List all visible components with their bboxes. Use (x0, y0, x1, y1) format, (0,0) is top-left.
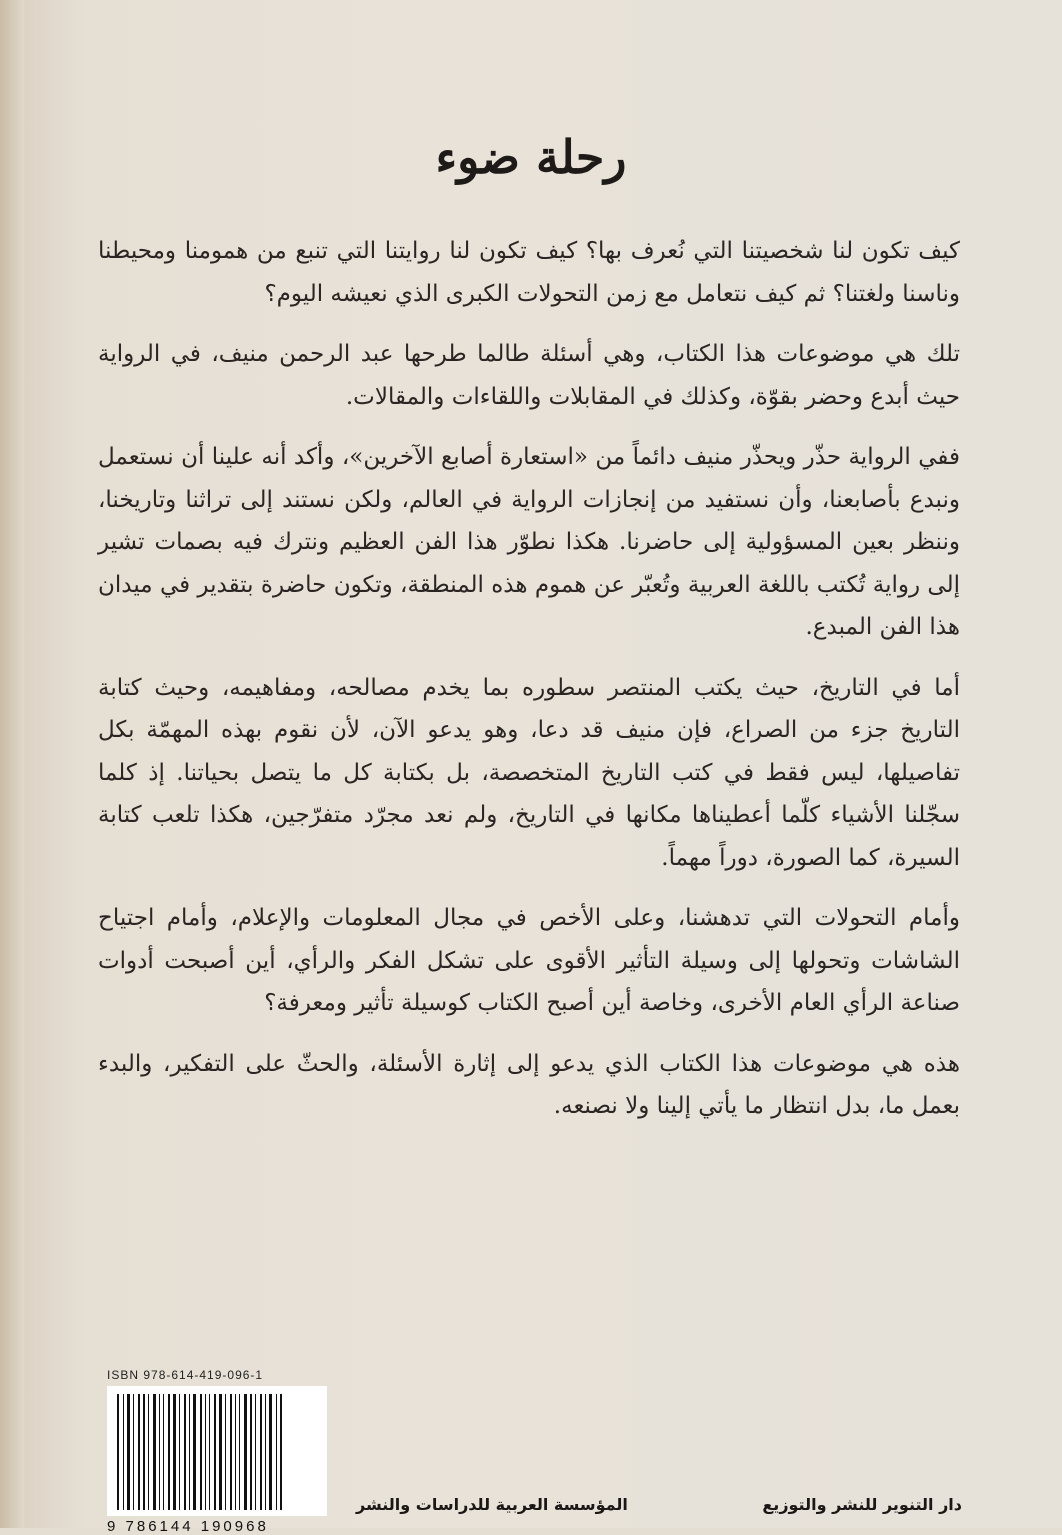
barcode-bar (265, 1394, 266, 1510)
barcode-bar (239, 1394, 240, 1510)
barcode-bar (205, 1394, 206, 1510)
paragraph: ففي الرواية حذّر ويحذّر منيف دائماً من «استعارة أصابع الآخرين»، وأكد أنه علينا أن نستعمل ونبدع بأصابعنا، وأن نستفيد من إنجازات الرواية في العالم، ولكن نستند إلى تراثنا وتاريخنا، وننظر بعين المسؤولية إلى حاضرنا. هكذا نطوّر هذا الفن العظيم ونترك فيه بصمات تشير إلى رواية تُكتب باللغة العربية وتُعبّر عن هموم هذه المنطقة، وتكون حاضرة بتقدير في ميدان هذا الفن المبدع. (98, 444, 960, 640)
barcode-bar (200, 1394, 202, 1510)
barcode-bar (168, 1394, 170, 1510)
isbn-label: ISBN 978-614-419-096-1 (107, 1368, 264, 1382)
barcode-icon (107, 1386, 327, 1516)
book-title: رحلة ضوء (435, 130, 627, 184)
barcode-bar (269, 1394, 272, 1510)
blurb-text (98, 230, 960, 1146)
barcode-bar (148, 1394, 149, 1510)
barcode-bar (127, 1394, 130, 1510)
barcode-bar (189, 1394, 190, 1510)
publisher-arab-institute: المؤسسة العربية للدراسات والنشر (356, 1495, 628, 1514)
barcode-bar (123, 1394, 124, 1510)
paragraph: تلك هي موضوعات هذا الكتاب، وهي أسئلة طالما طرحها عبد الرحمن منيف، في الرواية حيث أبدع وحضر بقوّة، وكذلك في المقابلات واللقاءات والمقالات. (98, 341, 960, 410)
barcode-bar (159, 1394, 160, 1510)
barcode-bar (173, 1394, 176, 1510)
barcode-bar (276, 1394, 277, 1510)
barcode-bar (280, 1394, 282, 1510)
spine-edge (0, 0, 24, 1528)
barcode-bar (244, 1394, 247, 1510)
barcode-bar (133, 1394, 134, 1510)
barcode-bar (184, 1394, 186, 1510)
barcode-bar (230, 1394, 232, 1510)
paragraph: كيف تكون لنا شخصيتنا التي نُعرف بها؟ كيف تكون لنا روايتنا التي تنبع من همومنا ومحيطنا وناسنا ولغتنا؟ ثم كيف نتعامل مع زمن التحولات الكبرى الذي نعيشه اليوم؟ (98, 238, 960, 307)
barcode-bar (163, 1394, 164, 1510)
barcode-bar (117, 1394, 119, 1510)
barcode-bar (235, 1394, 236, 1510)
barcode-bar (179, 1394, 180, 1510)
barcode-bar (250, 1394, 252, 1510)
barcode-bar (255, 1394, 256, 1510)
paragraph: أما في التاريخ، حيث يكتب المنتصر سطوره بما يخدم مصالحه، ومفاهيمه، وحيث كتابة التاريخ جزء من الصراع، فإن منيف قد دعا، وهو يدعو الآن، لأن نقوم بهذه المهمّة بكل تفاصيلها، ليس فقط في كتب التاريخ المتخصصة، بل بكتابة كل ما يتصل بحياتنا. إذ كلما سجّلنا الأشياء كلّما أعطيناها مكانها في التاريخ، ولم نعد مجرّد متفرّجين، هكذا تلعب كتابة السيرة، كما الصورة، دوراً مهماً. (98, 674, 960, 871)
barcode-bar (193, 1394, 196, 1510)
barcode-bar (225, 1394, 226, 1510)
ean-digits: 9 786144 190968 (107, 1518, 269, 1535)
barcode-bar (143, 1394, 145, 1510)
paragraph: وأمام التحولات التي تدهشنا، وعلى الأخص في مجال المعلومات والإعلام، وأمام اجتياح الشاشات وتحولها إلى وسيلة التأثير الأقوى على تشكل الفكر والرأي، أين أصبحت أدوات صناعة الرأي العام الأخرى، وخاصة أين أصبح الكتاب كوسيلة تأثير ومعرفة؟ (98, 905, 960, 1016)
barcode-bar (209, 1394, 210, 1510)
barcode-bar (219, 1394, 222, 1510)
barcode-bar (138, 1394, 140, 1510)
barcode-bar (260, 1394, 262, 1510)
publisher-tanweer: دار التنوير للنشر والتوزيع (762, 1495, 962, 1514)
paragraph: هذه هي موضوعات هذا الكتاب الذي يدعو إلى إثارة الأسئلة، والحثّ على التفكير، والبدء بعمل ما، بدل انتظار ما يأتي إلينا ولا نصنعه. (98, 1050, 960, 1119)
barcode-bar (214, 1394, 216, 1510)
barcode-block (107, 1368, 327, 1535)
barcode-bar (153, 1394, 156, 1510)
